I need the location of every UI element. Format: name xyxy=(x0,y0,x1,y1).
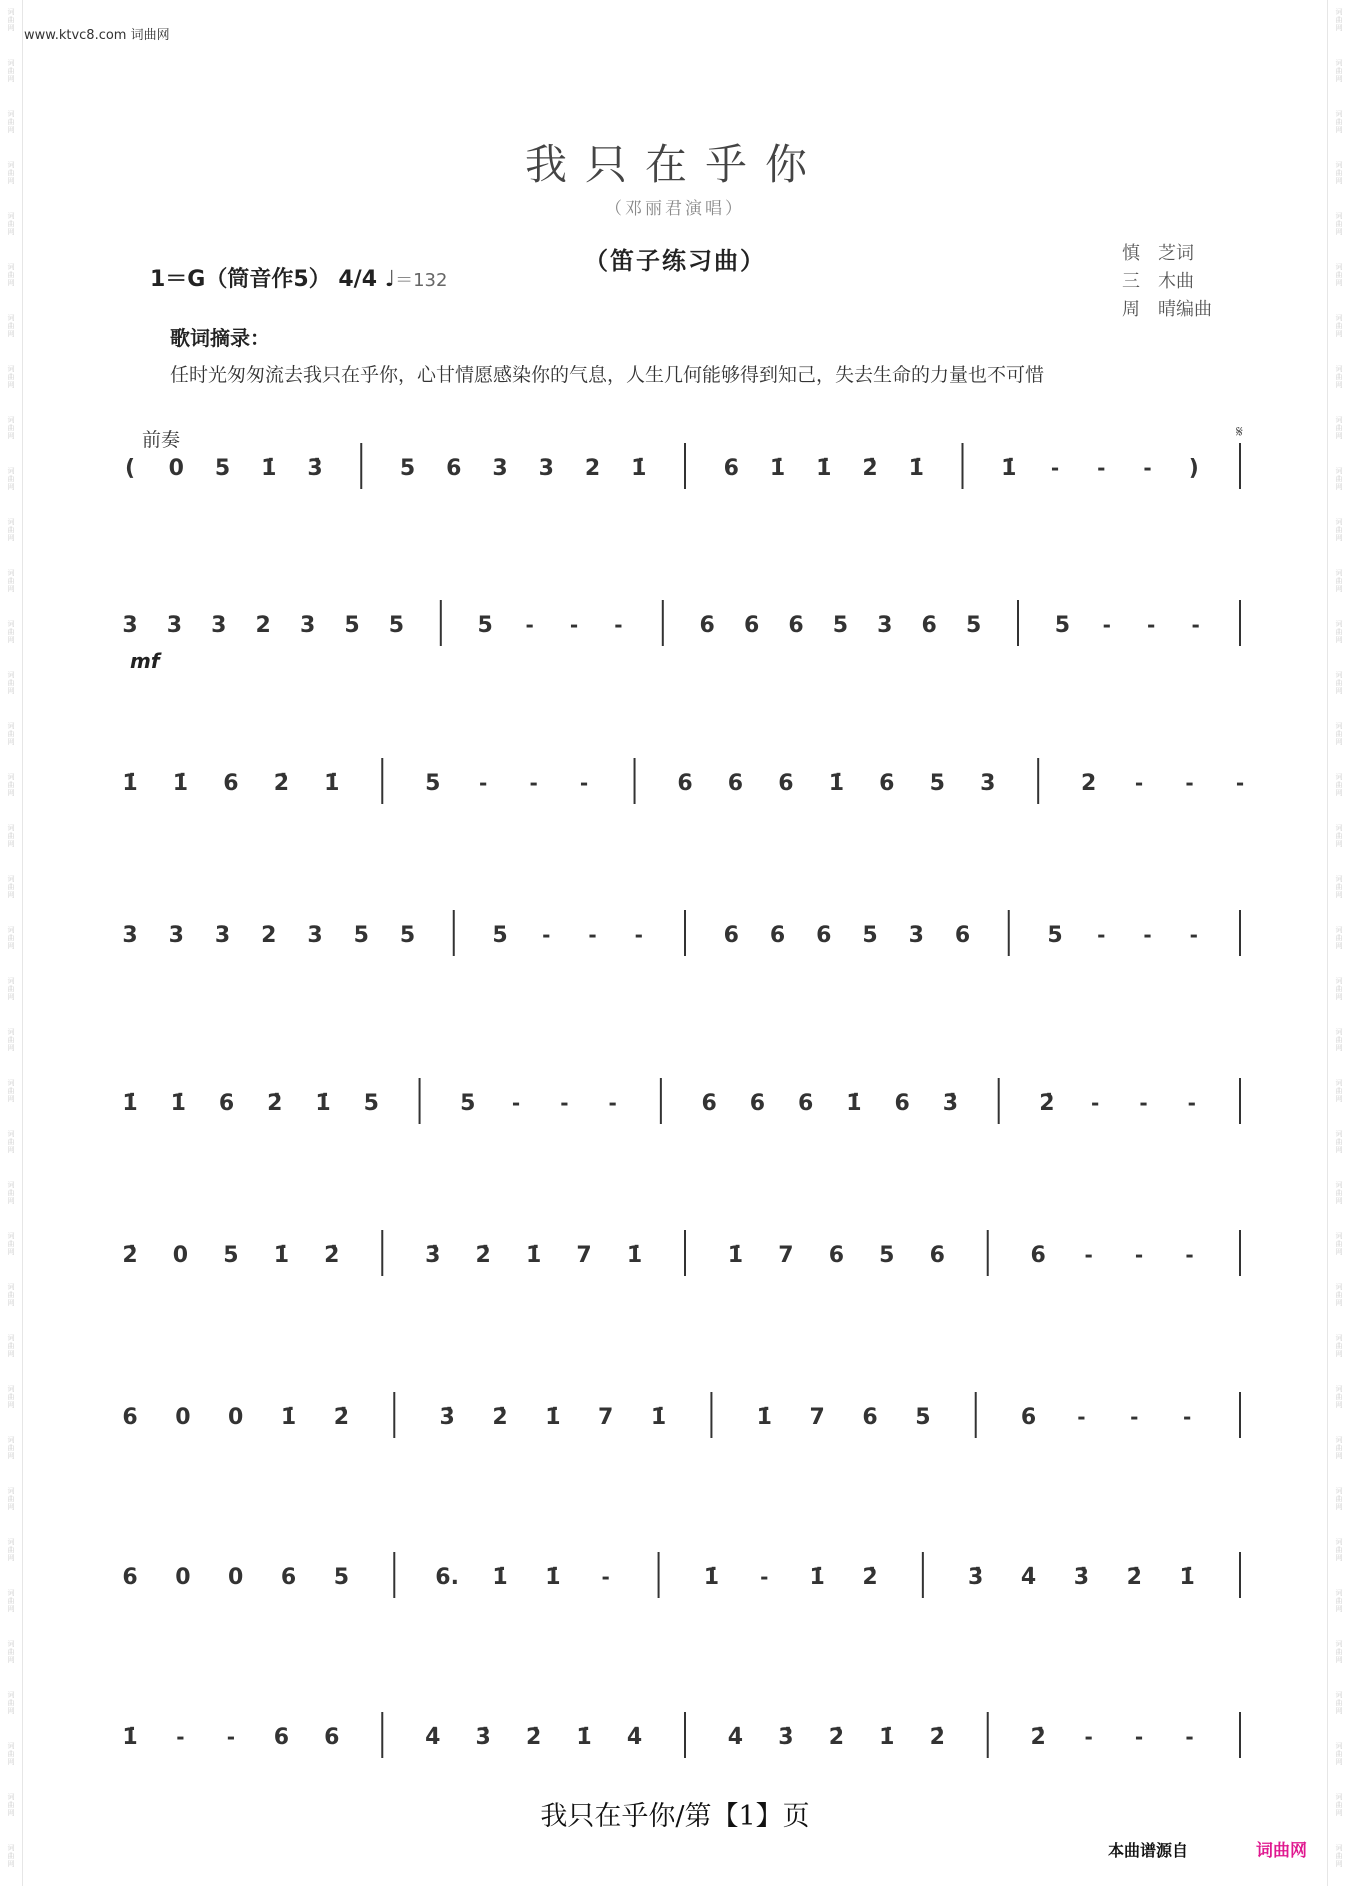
watermark-text: 词 曲 网 xyxy=(1335,1283,1343,1307)
watermark-text: 词 曲 网 xyxy=(1335,110,1343,134)
dash-sustain: - xyxy=(226,1725,236,1749)
score-note: 6 xyxy=(879,771,895,796)
score-note: 6 xyxy=(446,456,462,481)
dash-sustain: - xyxy=(1185,1725,1194,1749)
site-url[interactable]: www.ktvc8.com 词曲网 xyxy=(24,28,170,43)
score-note: 3 xyxy=(538,456,554,481)
score-note: 3̇ xyxy=(1073,1565,1090,1590)
score-note: 6 xyxy=(862,1405,878,1430)
score-note: 2 xyxy=(261,923,277,948)
dash-sustain: - xyxy=(529,771,538,795)
dash-sustain: - xyxy=(1143,923,1152,947)
dash-sustain: - xyxy=(1139,1091,1148,1115)
watermark-text: 词 曲 网 xyxy=(1335,1742,1343,1766)
score-note: 4̇ xyxy=(727,1725,744,1750)
score-note: 6 xyxy=(677,771,693,796)
score-note: 1̇ xyxy=(525,1243,542,1268)
watermark-text: 词 曲 网 xyxy=(7,1436,15,1460)
dash-sustain: - xyxy=(579,771,589,795)
watermark-text: 词 曲 网 xyxy=(7,926,15,950)
watermark-text: 词 曲 网 xyxy=(7,1589,15,1613)
score-note: 5 xyxy=(879,1243,895,1268)
score-note: 5 xyxy=(929,771,945,796)
watermark-text: 词 曲 网 xyxy=(7,1844,15,1868)
tempo: ＝132 xyxy=(395,270,448,291)
dash-sustain: - xyxy=(634,923,643,947)
watermark-text: 词 曲 网 xyxy=(1335,1436,1343,1460)
score-note: 3 xyxy=(211,613,227,638)
score-note: 6 xyxy=(921,613,937,638)
score-note: 1̇ xyxy=(545,1405,561,1430)
score-note: 5 xyxy=(425,771,441,796)
watermark-text: 词 曲 网 xyxy=(7,671,15,695)
score-note: 1̇ xyxy=(576,1725,592,1750)
score-note: 1̇ xyxy=(879,1725,895,1750)
watermark-text: 词 曲 网 xyxy=(1335,314,1343,338)
score-note: 5 xyxy=(363,1091,379,1116)
score-note: 2 xyxy=(1080,771,1097,796)
score-note: 6 xyxy=(816,923,832,948)
segno-icon: 𝄋 xyxy=(1236,422,1243,441)
score-note: 6 xyxy=(894,1091,910,1116)
score-note: 6 xyxy=(122,1405,138,1430)
score-note: 3 xyxy=(166,613,183,638)
dash-sustain: - xyxy=(1102,613,1111,637)
score-note: 6 xyxy=(727,771,744,796)
score-note: 1̇ xyxy=(908,456,924,481)
score-note: 0 xyxy=(168,456,184,481)
watermark-text: 词 曲 网 xyxy=(7,161,15,185)
dash-sustain: - xyxy=(569,613,579,637)
score-note: 2̇ xyxy=(1126,1565,1142,1590)
watermark-text: 词 曲 网 xyxy=(1335,1181,1343,1205)
score-note: 3 xyxy=(980,771,996,796)
key-prefix: 1＝G（筒音作 xyxy=(150,267,294,292)
score-note: 6 xyxy=(723,923,739,948)
watermark-text: 词 曲 网 xyxy=(1335,1640,1343,1664)
score-note: 2̇ xyxy=(122,1243,138,1268)
score-note: 6 xyxy=(788,613,804,638)
watermark-text: 词 曲 网 xyxy=(1335,1079,1343,1103)
dash-sustain: - xyxy=(1182,1405,1192,1429)
watermark-text: 词 曲 网 xyxy=(7,59,15,83)
source-site-link[interactable]: 词曲网 xyxy=(1256,1841,1307,1861)
score-note: 2̇ xyxy=(1039,1091,1055,1116)
dash-sustain: - xyxy=(760,1565,769,1589)
score-note: 0 xyxy=(172,1243,189,1268)
score-note: 1̇ xyxy=(626,1243,643,1268)
score-note: 4̇ xyxy=(425,1725,441,1750)
score-note: 3 xyxy=(492,456,508,481)
watermark-text: 词 曲 网 xyxy=(1335,365,1343,389)
watermark-text: 词 曲 网 xyxy=(7,1283,15,1307)
score-note: 1̇ xyxy=(122,1091,138,1116)
score-note: 6 xyxy=(280,1565,297,1590)
time-signature: 4/4 xyxy=(338,267,378,292)
score-note: 6 xyxy=(743,613,760,638)
watermark-text: 词 曲 网 xyxy=(1335,8,1343,32)
score-note: 1̇ xyxy=(846,1091,862,1116)
watermark-text: 词 曲 网 xyxy=(7,212,15,236)
watermark-text: 词 曲 网 xyxy=(7,518,15,542)
watermark-text: 词 曲 网 xyxy=(1335,212,1343,236)
score-note: 3 xyxy=(122,613,138,638)
watermark-text: 词 曲 网 xyxy=(7,1691,15,1715)
score-note: 5 xyxy=(1054,613,1071,638)
intro-label: 前奏 xyxy=(142,429,181,451)
score-note: 1̇ xyxy=(170,1091,186,1116)
score-note: 6 xyxy=(1020,1405,1037,1430)
score-note: 6 xyxy=(954,923,971,948)
score-note: 3̇ xyxy=(942,1091,959,1116)
score-note: 6 xyxy=(723,456,739,481)
watermark-text: 词 曲 网 xyxy=(1335,467,1343,491)
watermark-text: 词 曲 网 xyxy=(7,467,15,491)
watermark-text: 词 曲 网 xyxy=(1335,671,1343,695)
watermark-text: 词 曲 网 xyxy=(7,1538,15,1562)
score-note: 7 xyxy=(598,1405,614,1430)
score-note: 1̇ xyxy=(828,771,845,796)
watermark-text: 词 曲 网 xyxy=(7,1742,15,1766)
score-note: 1̇ xyxy=(650,1405,667,1430)
watermark-text: 词 曲 网 xyxy=(1335,569,1343,593)
dash-sustain: - xyxy=(479,771,488,795)
watermark-text: 词 曲 网 xyxy=(7,1385,15,1409)
dash-sustain: - xyxy=(1130,1405,1139,1429)
score-note: 6 xyxy=(699,613,715,638)
score-note: 1̇ xyxy=(727,1243,744,1268)
score-note: 3 xyxy=(877,613,893,638)
watermark-text: 词 曲 网 xyxy=(1335,1232,1343,1256)
watermark-text: 词 曲 网 xyxy=(1335,977,1343,1001)
dash-sustain: - xyxy=(1185,771,1194,795)
score-note: 6 xyxy=(1030,1243,1046,1268)
watermark-text: 词 曲 网 xyxy=(7,824,15,848)
score-note: 5 xyxy=(353,923,369,948)
watermark-text: 词 曲 网 xyxy=(1335,518,1343,542)
dash-sustain: - xyxy=(614,613,623,637)
watermark-text: 词 曲 网 xyxy=(7,1640,15,1664)
watermark-text: 词 曲 网 xyxy=(7,875,15,899)
dash-sustain: - xyxy=(1134,771,1144,795)
score-note: 1̇ xyxy=(261,456,277,481)
watermark-text: 词 曲 网 xyxy=(7,8,15,32)
score-note: 1̇ xyxy=(769,456,786,481)
watermark-text: 词 曲 网 xyxy=(1335,161,1343,185)
score-note: 5 xyxy=(333,1565,350,1590)
score-note: 5 xyxy=(399,923,416,948)
watermark-text: 词 曲 网 xyxy=(1335,722,1343,746)
watermark-text: 词 曲 网 xyxy=(1335,926,1343,950)
score-line-6 xyxy=(122,1230,1240,1276)
dash-sustain: - xyxy=(1191,613,1200,637)
dash-sustain: - xyxy=(1143,456,1152,480)
score-note: 7 xyxy=(576,1243,592,1268)
source-label: 本曲谱源自 xyxy=(1108,1841,1189,1860)
score-note: 1̇ xyxy=(756,1405,772,1430)
score-note: 2̇ xyxy=(525,1725,542,1750)
score-note: 6 xyxy=(324,1725,340,1750)
score-note: 6 xyxy=(701,1091,717,1116)
dash-sustain: - xyxy=(1097,456,1106,480)
score-note: 3̇ xyxy=(778,1725,794,1750)
score-note: 6 xyxy=(218,1091,235,1116)
score-note: 2̇ xyxy=(1030,1725,1046,1750)
dash-sustain: - xyxy=(1097,923,1106,947)
score-note: 0 xyxy=(228,1565,244,1590)
score-note: 5 xyxy=(344,613,360,638)
watermark-text: 词 曲 网 xyxy=(1335,1385,1343,1409)
score-note: 1̇ xyxy=(631,456,647,481)
score-note: 1̇ xyxy=(1001,456,1017,481)
score-note: 5 xyxy=(388,613,405,638)
watermark-text: 词 曲 网 xyxy=(7,722,15,746)
score-note: 5 xyxy=(460,1091,476,1116)
score-note: 1̇ xyxy=(122,771,138,796)
watermark-text: 词 曲 网 xyxy=(1335,1538,1343,1562)
score-note: ( xyxy=(124,456,136,481)
watermark-text: 词 曲 网 xyxy=(7,110,15,134)
score-note: 3̇ xyxy=(307,456,323,481)
score-line-8 xyxy=(122,1552,1240,1598)
score-line-5 xyxy=(122,1078,1240,1124)
score-note: 2̇ xyxy=(862,456,878,481)
dash-sustain: - xyxy=(1134,1243,1144,1267)
dash-sustain: - xyxy=(1084,1725,1093,1749)
dash-sustain: - xyxy=(1084,1243,1093,1267)
watermark-text: 词 曲 网 xyxy=(1335,1487,1343,1511)
score-note: 1̇ xyxy=(545,1565,561,1590)
key-note: 5 xyxy=(293,267,309,292)
score-note: 6 xyxy=(828,1243,845,1268)
dash-sustain: - xyxy=(608,1091,617,1115)
score-note: 1̇ xyxy=(280,1405,297,1430)
dash-sustain: - xyxy=(525,613,534,637)
watermark-text: 词 曲 网 xyxy=(1335,1793,1343,1817)
score-note: 0 xyxy=(228,1405,244,1430)
dash-sustain: - xyxy=(1189,923,1198,947)
score-note: ) xyxy=(1188,456,1199,481)
dash-sustain: - xyxy=(601,1565,610,1589)
dash-sustain: - xyxy=(1147,613,1156,637)
dash-sustain: - xyxy=(588,923,597,947)
score-note: 7 xyxy=(778,1243,794,1268)
score-note: 6 xyxy=(223,771,239,796)
practice-label: （笛子练习曲） xyxy=(584,247,766,275)
watermark-text: 词 曲 网 xyxy=(7,1130,15,1154)
dash-sustain: - xyxy=(542,923,551,947)
watermark-text: 词 曲 网 xyxy=(7,773,15,797)
score-note: 1̇ xyxy=(809,1565,825,1590)
watermark-text: 词 曲 网 xyxy=(1335,263,1343,287)
score-note: 5 xyxy=(223,1243,239,1268)
score-note: 1̇ xyxy=(315,1091,331,1116)
dash-sustain: - xyxy=(1134,1725,1144,1749)
score-note: 6 xyxy=(929,1243,945,1268)
score-note: 3 xyxy=(122,923,138,948)
score-note: 3 xyxy=(299,613,316,638)
score-note: 1̇ xyxy=(273,1243,290,1268)
watermark-text: 词 曲 网 xyxy=(1335,773,1343,797)
watermark-text: 词 曲 网 xyxy=(7,977,15,1001)
page-footer: 我只在乎你/第【1】页 xyxy=(540,1801,810,1832)
score-note: 3 xyxy=(307,923,323,948)
score-note: 2̇ xyxy=(862,1565,878,1590)
watermark-text: 词 曲 网 xyxy=(1335,1589,1343,1613)
score-note: 2̇ xyxy=(929,1725,945,1750)
composer-credit: 三 木曲 xyxy=(1122,271,1194,292)
watermark-text: 词 曲 网 xyxy=(7,1181,15,1205)
score-note: 6 xyxy=(797,1091,814,1116)
score-note: 6 xyxy=(778,771,794,796)
score-note: 1̇ xyxy=(816,456,832,481)
watermark-text: 词 曲 网 xyxy=(7,1793,15,1817)
arranger-credit: 周 晴编曲 xyxy=(1122,299,1212,320)
watermark-text: 词 曲 网 xyxy=(7,620,15,644)
score-note: 5 xyxy=(492,923,508,948)
score-note: 5 xyxy=(862,923,878,948)
score-note: 1̇ xyxy=(324,771,340,796)
watermark-text: 词 曲 网 xyxy=(7,314,15,338)
score-note: 3 xyxy=(908,923,924,948)
watermark-text: 词 曲 网 xyxy=(1335,1028,1343,1052)
watermark-text: 词 曲 网 xyxy=(7,365,15,389)
dash-sustain: - xyxy=(1050,456,1060,480)
watermark-text: 词 曲 网 xyxy=(1335,1334,1343,1358)
score-note: 5 xyxy=(214,456,231,481)
score-note: 4̇ xyxy=(626,1725,643,1750)
dash-sustain: - xyxy=(1091,1091,1100,1115)
score-note: 6 xyxy=(273,1725,290,1750)
watermark-text: 词 曲 网 xyxy=(1335,1691,1343,1715)
score-note: 1̇ xyxy=(703,1565,720,1590)
dash-sustain: - xyxy=(560,1091,569,1115)
lyrics-excerpt: 任时光匆匆流去我只在乎你，心甘情愿感染你的气息，人生几何能够得到知己，失去生命的力量也不可惜 xyxy=(170,364,1045,386)
watermark-text: 词 曲 网 xyxy=(1335,59,1343,83)
watermark-text: 词 曲 网 xyxy=(1335,875,1343,899)
score-note: 1̇ xyxy=(1179,1565,1195,1590)
watermark-text: 词 曲 网 xyxy=(7,263,15,287)
score-note: 3̇ xyxy=(425,1243,441,1268)
score-note: 1̇ xyxy=(492,1565,508,1590)
score-line-3 xyxy=(122,758,1244,804)
watermark-text: 词 曲 网 xyxy=(7,1028,15,1052)
score-note: 5 xyxy=(477,613,493,638)
watermark-text: 词 曲 网 xyxy=(7,1487,15,1511)
score-note: 2̇ xyxy=(324,1243,340,1268)
score-note: 2̇ xyxy=(492,1405,508,1430)
watermark-text: 词 曲 网 xyxy=(1335,620,1343,644)
score-note: 5 xyxy=(832,613,849,638)
score-note: 0 xyxy=(175,1405,191,1430)
score-note: 2̇ xyxy=(828,1725,845,1750)
score-note: 2 xyxy=(255,613,271,638)
score-note: 5 xyxy=(965,613,982,638)
score-note: 2 xyxy=(584,456,601,481)
score-note: 3̇ xyxy=(968,1565,984,1590)
score-line-2 xyxy=(122,600,1240,673)
score-note: 6. xyxy=(435,1565,459,1590)
score-note: 5 xyxy=(1047,923,1063,948)
watermark-text: 词 曲 网 xyxy=(7,416,15,440)
song-title: 我只在乎你 xyxy=(524,140,825,189)
score-note: 2̇ xyxy=(333,1405,350,1430)
score-note: 3 xyxy=(168,923,184,948)
dash-sustain: - xyxy=(1077,1405,1086,1429)
dash-sustain: - xyxy=(1185,1243,1194,1267)
key-suffix: ） xyxy=(308,267,331,292)
dash-sustain: - xyxy=(1187,1091,1196,1115)
song-subtitle: （邓丽君演唱） xyxy=(605,199,745,219)
score-note: 6 xyxy=(769,923,786,948)
score-line-9 xyxy=(122,1712,1240,1758)
dynamic-marking: mf xyxy=(130,649,160,673)
score-line-4 xyxy=(122,910,1240,956)
score-note: 7 xyxy=(809,1405,825,1430)
watermark-text: 词 曲 网 xyxy=(1335,824,1343,848)
score-line-1 xyxy=(125,443,1240,489)
dash-sustain: - xyxy=(176,1725,185,1749)
dash-sustain: - xyxy=(1235,771,1245,795)
watermark-text: 词 曲 网 xyxy=(1335,1130,1343,1154)
watermark-text: 词 曲 网 xyxy=(7,1334,15,1358)
score-note: 2̇ xyxy=(475,1243,491,1268)
score-note: 5 xyxy=(399,456,416,481)
score-note: 3̇ xyxy=(475,1725,491,1750)
watermark-text: 词 曲 网 xyxy=(7,1079,15,1103)
score-note: 2̇ xyxy=(273,771,290,796)
score-note: 3 xyxy=(214,923,231,948)
score-note: 6 xyxy=(122,1565,138,1590)
score-note: 1̇ xyxy=(122,1725,138,1750)
watermark-text: 词 曲 网 xyxy=(7,1232,15,1256)
score-note: 4̇ xyxy=(1020,1565,1037,1590)
score-note: 0 xyxy=(175,1565,191,1590)
score-line-7 xyxy=(122,1392,1240,1438)
score-note: 5 xyxy=(915,1405,931,1430)
quarter-note-icon: ♩ xyxy=(384,267,396,292)
lyricist-credit: 慎 芝词 xyxy=(1122,243,1194,264)
watermark-text: 词 曲 网 xyxy=(1335,1844,1343,1868)
watermark-text: 词 曲 网 xyxy=(7,569,15,593)
score-note: 6 xyxy=(749,1091,766,1116)
dash-sustain: - xyxy=(511,1091,521,1115)
score-note: 3̇ xyxy=(439,1405,455,1430)
lyrics-label: 歌词摘录： xyxy=(170,326,270,350)
score-note: 1̇ xyxy=(172,771,189,796)
score-note: 2̇ xyxy=(267,1091,283,1116)
watermark-text: 词 曲 网 xyxy=(1335,416,1343,440)
